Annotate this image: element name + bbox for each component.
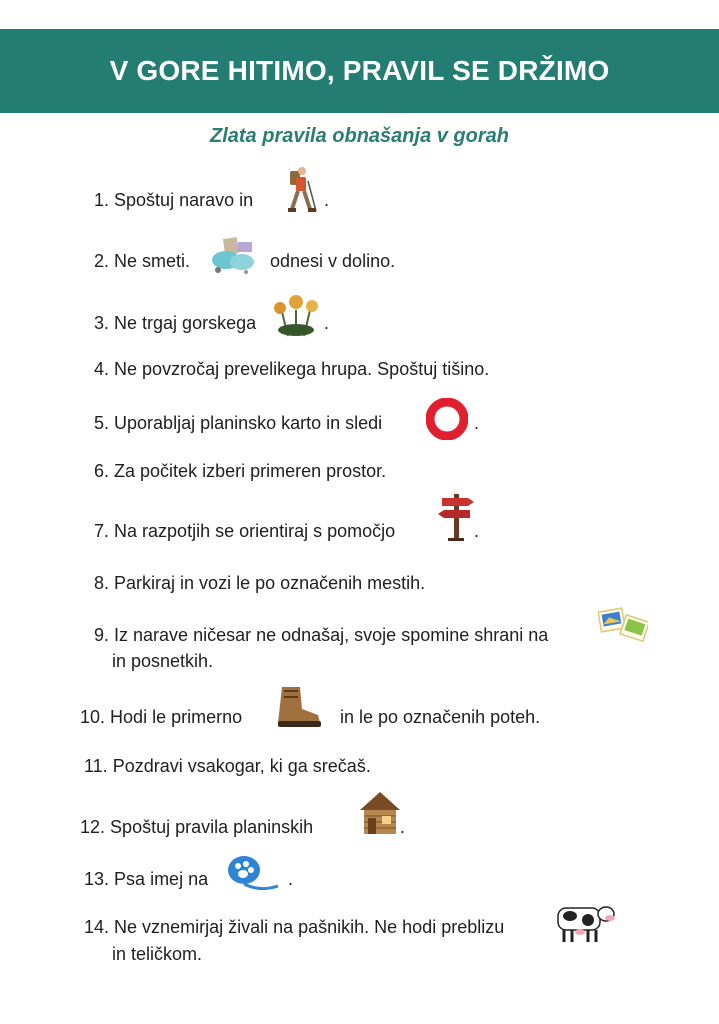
- rule-item-13: [84, 869, 208, 890]
- mountain-hut-icon: [358, 788, 402, 843]
- rule-item-3: [94, 313, 256, 334]
- rule-number: 8.: [94, 573, 110, 593]
- rule-text: Na razpotjih se orientiraj s pomočjo: [114, 521, 396, 541]
- trash-pile-icon: [206, 234, 260, 281]
- rule-number: 10.: [80, 707, 106, 727]
- rule-number: 12.: [80, 817, 106, 837]
- rule-text: Parkiraj in vozi le po označenih mestih.: [114, 573, 426, 593]
- rule-number: 13.: [84, 869, 110, 889]
- rule-number: 6.: [94, 461, 110, 481]
- rule-text: Ne smeti.: [114, 251, 191, 271]
- rule-2-end: odnesi v dolino.: [270, 251, 396, 271]
- rule-text: Iz narave ničesar ne odnašaj, svoje spomine shrani na: [114, 625, 549, 645]
- rule-text: Spoštuj pravila planinskih: [110, 817, 314, 837]
- signpost-icon: [436, 490, 476, 547]
- rule-9-continuation: in posnetkih.: [112, 651, 214, 671]
- rule-number: 2.: [94, 251, 110, 271]
- rule-3-end: .: [324, 313, 330, 333]
- rule-item-12: [80, 817, 313, 838]
- rule-item-5: [94, 413, 382, 434]
- rule-item-10: [80, 707, 242, 728]
- rule-5-end: .: [474, 413, 480, 433]
- rule-item-7: [94, 521, 395, 542]
- title-banner: [0, 29, 719, 113]
- rule-text: Ne vznemirjaj živali na pašnikih. Ne hodi preblizu: [114, 917, 505, 937]
- rule-number: 5.: [94, 413, 110, 433]
- rule-number: 4.: [94, 359, 110, 379]
- rule-7-end: .: [474, 521, 480, 541]
- hiker-icon: [278, 163, 322, 220]
- rule-item-1: [94, 190, 253, 211]
- rule-10-end: in le po označenih poteh.: [340, 707, 541, 727]
- trail-marker-icon: [426, 398, 468, 445]
- rule-item-8: [94, 573, 425, 594]
- rule-item-4: [94, 359, 489, 380]
- rule-item-2: [94, 251, 190, 272]
- rule-number: 7.: [94, 521, 110, 541]
- hiking-boot-icon: [272, 683, 324, 736]
- rule-item-9: [94, 625, 548, 646]
- rule-text: Psa imej na: [114, 869, 209, 889]
- rule-text: Pozdravi vsakogar, ki ga srečaš.: [112, 756, 371, 776]
- rule-number: 9.: [94, 625, 110, 645]
- rule-1-end: .: [324, 190, 330, 210]
- rule-text: Spoštuj naravo in: [114, 190, 254, 210]
- rule-item-6: [94, 461, 386, 482]
- rule-14-continuation: in teličkom.: [112, 944, 203, 964]
- rule-number: 14.: [84, 917, 110, 937]
- rule-text: Uporabljaj planinsko karto in sledi: [114, 413, 383, 433]
- rule-item-14: [84, 917, 504, 938]
- rule-number: 3.: [94, 313, 110, 333]
- rule-number: 11.: [84, 756, 108, 776]
- cow-icon: [548, 896, 620, 949]
- rule-text: Za počitek izberi primeren prostor.: [114, 461, 387, 481]
- rule-13-end: .: [288, 869, 294, 889]
- photos-icon: [598, 606, 648, 651]
- rule-text: Ne trgaj gorskega: [114, 313, 257, 333]
- rule-text: Hodi le primerno: [110, 707, 243, 727]
- rule-item-11: [84, 756, 371, 777]
- rule-number: 1.: [94, 190, 110, 210]
- dog-leash-icon: [224, 852, 280, 899]
- mountain-flower-icon: [270, 290, 322, 343]
- rule-text: Ne povzročaj prevelikega hrupa. Spoštuj tišino.: [114, 359, 490, 379]
- page-title: V GORE HITIMO, PRAVIL SE DRŽIMO: [109, 55, 610, 86]
- rule-12-end: .: [400, 817, 406, 837]
- subtitle: Zlata pravila obnašanja v gorah: [210, 125, 509, 147]
